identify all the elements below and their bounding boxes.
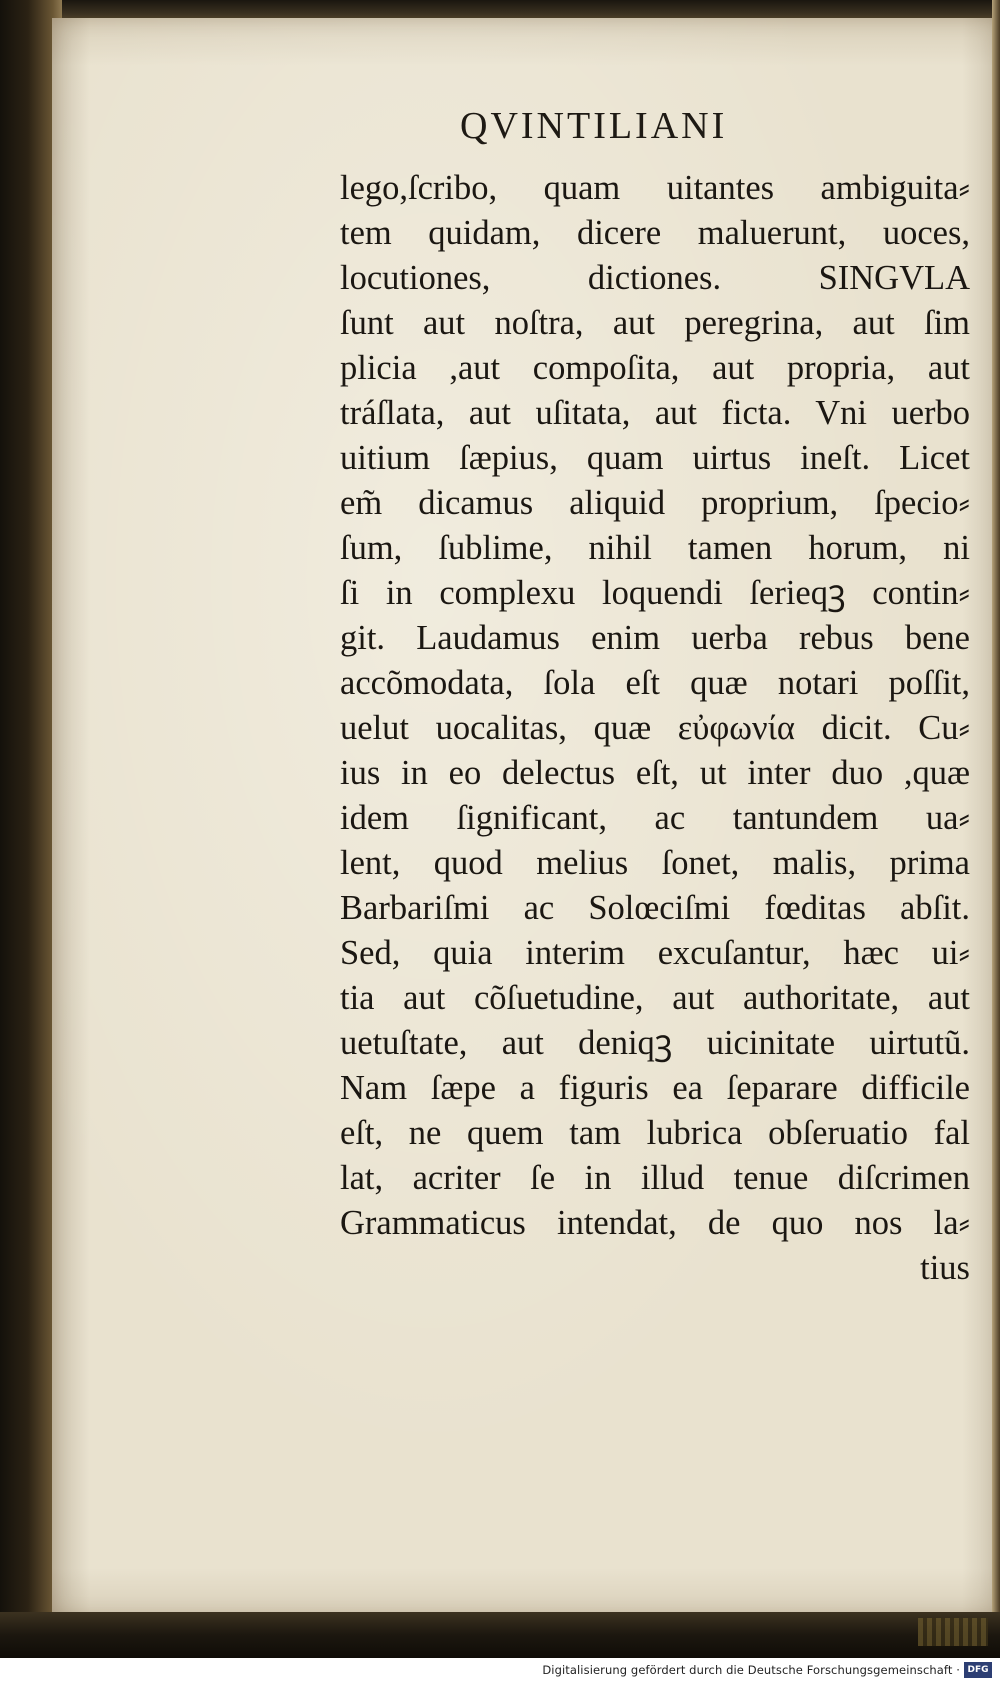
text-line: Nam ſæpe a figuris ea ſeparare difficile xyxy=(340,1069,970,1107)
text-line: uitium ſæpius, quam uirtus ineſt. Licet xyxy=(340,439,970,477)
text-line: lent, quod melius ſonet, malis, prima xyxy=(340,844,970,882)
text-line: ſum, ſublime, nihil tamen horum, ni xyxy=(340,529,970,567)
text-line: tráſlata, aut uſitata, aut ficta. Vni uerbo xyxy=(340,394,970,432)
text-line: eſt, ne quem tam lubrica obſeruatio fal xyxy=(340,1114,970,1152)
text-line: lat, acriter ſe in illud tenue diſcrimen xyxy=(340,1159,970,1197)
text-line: tem quidam, dicere maluerunt, uoces, xyxy=(340,214,970,252)
text-line: lego,ſcribo, quam uitantes ambiguita⸗ xyxy=(340,169,970,207)
text-line: Grammaticus intendat, de quo nos la⸗ xyxy=(340,1204,970,1242)
text-line: em̃ dicamus aliquid proprium, ſpecio⸗ xyxy=(340,484,970,522)
page-right-edge xyxy=(992,0,1000,1620)
dfg-logo: DFG xyxy=(964,1662,992,1678)
text-line: locutiones, dictiones. SINGVLA xyxy=(340,259,970,297)
page-text xyxy=(340,166,970,1291)
text-line: Barbariſmi ac Solœciſmi fœditas abſit. xyxy=(340,889,970,927)
text-line: tia aut cõſuetudine, aut authoritate, aut xyxy=(340,979,970,1017)
catchword: tius xyxy=(920,1249,970,1287)
text-line: uelut uocalitas, quæ εὐφωνία dicit. Cu⸗ xyxy=(340,709,970,747)
text-line: ſunt aut noſtra, aut peregrina, aut ſim xyxy=(340,304,970,342)
text-line: ius in eo delectus eſt, ut inter duo ,quæ xyxy=(340,754,970,792)
binding-ornament xyxy=(918,1618,988,1646)
text-line: git. Laudamus enim uerba rebus bene xyxy=(340,619,970,657)
text-line: ſi in complexu loquendi ſerieqꝫ contin⸗ xyxy=(340,574,970,612)
text-line: uetuſtate, aut deniqꝫ uicinitate uirtutũ. xyxy=(340,1024,970,1062)
book-bottom-edge xyxy=(0,1612,1000,1658)
text-line: accõmodata, ſola eſt quæ notari poſſit, xyxy=(340,664,970,702)
running-title: QVINTILIANI xyxy=(460,105,728,147)
digitization-credit: Digitalisierung gefördert durch die Deutsche Forschungsgemeinschaft · xyxy=(542,1663,960,1677)
text-line: idem ſignificant, ac tantundem ua⸗ xyxy=(340,799,970,837)
text-line: plicia ,aut compoſita, aut propria, aut xyxy=(340,349,970,387)
text-line: Sed, quia interim excuſantur, hæc ui⸗ xyxy=(340,934,970,972)
